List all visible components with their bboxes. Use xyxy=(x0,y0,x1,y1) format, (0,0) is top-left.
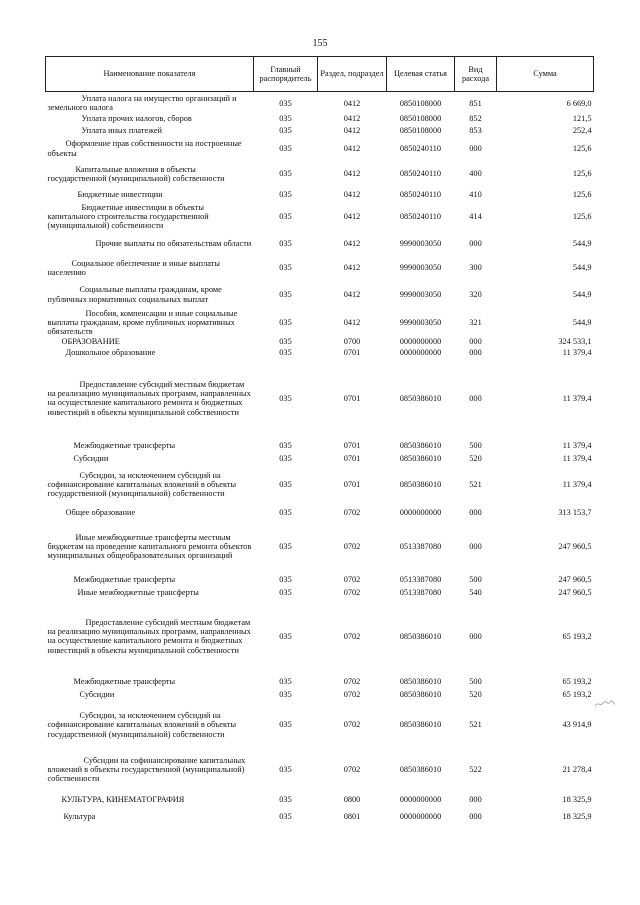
row-sum-cell: 313 153,7 xyxy=(558,507,592,517)
row-name-cell xyxy=(46,232,254,256)
row-name: Предоставление субсидий местным бюджетам на реализацию муниципальных программ, направленных на осуществление капитального ремонта и бюджетных инвестиций в объекты муниципальной собственности xyxy=(47,379,251,417)
row-kind-cell: 400 xyxy=(469,169,482,179)
row-name-cell xyxy=(46,336,254,346)
row-sum-cell: 247 960,5 xyxy=(558,574,592,584)
row-name: Уплата иных платежей xyxy=(81,125,162,135)
row-target-cell: 0000000000 xyxy=(399,347,442,357)
table-row xyxy=(46,358,594,438)
table-row xyxy=(46,520,594,572)
row-name: ОБРАЗОВАНИЕ xyxy=(61,336,120,346)
table-row xyxy=(46,256,594,281)
row-chief-cell: 035 xyxy=(279,574,292,584)
row-chief-cell: 035 xyxy=(279,113,292,123)
table-row xyxy=(46,137,594,161)
row-name-cell xyxy=(46,789,254,809)
header-kind: Вид расхода xyxy=(455,57,497,92)
table-row xyxy=(46,452,594,464)
row-name: Межбюджетные трансферты xyxy=(73,676,176,686)
row-kind-cell: 410 xyxy=(469,189,482,199)
row-section-cell: 0702 xyxy=(343,676,361,686)
row-name: Уплата налога на имущество организаций и земельного налога xyxy=(47,94,237,113)
row-name-cell xyxy=(46,358,254,438)
row-kind-cell: 000 xyxy=(469,794,482,804)
row-name-cell xyxy=(46,161,254,188)
row-chief-cell: 035 xyxy=(279,211,292,221)
row-target-cell: 9990003050 xyxy=(399,289,442,299)
row-name-cell xyxy=(46,674,254,688)
table-row xyxy=(46,598,594,674)
row-sum-cell: 324 533,1 xyxy=(558,336,592,346)
row-kind-cell: 000 xyxy=(469,631,482,641)
row-kind-cell: 000 xyxy=(469,143,482,153)
row-name-cell xyxy=(46,137,254,161)
margin-handwritten-mark xyxy=(594,700,616,710)
row-section-cell: 0702 xyxy=(343,631,361,641)
row-kind-cell: 853 xyxy=(469,125,482,135)
row-sum-cell: 544,9 xyxy=(572,263,592,273)
row-sum-cell: 18 325,9 xyxy=(562,794,592,804)
row-chief-cell: 035 xyxy=(279,289,292,299)
row-chief-cell: 035 xyxy=(279,336,292,346)
row-name-cell xyxy=(46,202,254,232)
row-chief-cell: 035 xyxy=(279,125,292,135)
row-name: Межбюджетные трансферты xyxy=(73,574,176,584)
row-name-cell xyxy=(46,504,254,520)
row-chief-cell: 035 xyxy=(279,811,292,821)
row-target-cell: 0513387080 xyxy=(399,541,442,551)
row-name-cell xyxy=(46,125,254,137)
row-name: Субсидии, за исключением субсидий на софинансирование капитальных вложений в объекты государственной (муниципальной) собственности xyxy=(47,470,237,499)
table-row xyxy=(46,438,594,452)
table-header-row xyxy=(46,57,594,92)
row-section-cell: 0701 xyxy=(343,453,361,463)
row-name-cell xyxy=(46,464,254,504)
row-kind-cell: 852 xyxy=(469,113,482,123)
row-name-cell xyxy=(46,572,254,586)
row-name: Иные межбюджетные трансферты xyxy=(77,587,199,597)
row-name: Бюджетные инвестиции xyxy=(77,189,163,199)
row-section-cell: 0702 xyxy=(343,720,361,730)
row-chief-cell: 035 xyxy=(279,689,292,699)
row-section-cell: 0701 xyxy=(343,479,361,489)
header-name: Наименование показателя xyxy=(46,57,254,92)
row-name-cell xyxy=(46,281,254,309)
row-name-cell xyxy=(46,520,254,572)
row-section-cell: 0702 xyxy=(343,574,361,584)
table-row xyxy=(46,309,594,337)
row-section-cell: 0701 xyxy=(343,440,361,450)
row-name: Субсидии xyxy=(79,689,115,699)
row-name: КУЛЬТУРА, КИНЕМАТОГРАФИЯ xyxy=(61,794,185,804)
row-target-cell: 0850386010 xyxy=(399,764,442,774)
row-target-cell: 0850386010 xyxy=(399,720,442,730)
row-sum-cell: 11 379,4 xyxy=(562,440,592,450)
row-chief-cell: 035 xyxy=(279,507,292,517)
table-row xyxy=(46,586,594,598)
row-chief-cell: 035 xyxy=(279,541,292,551)
row-target-cell: 9990003050 xyxy=(399,317,442,327)
row-name-cell xyxy=(46,256,254,281)
row-kind-cell: 320 xyxy=(469,289,482,299)
row-section-cell: 0702 xyxy=(343,507,361,517)
row-kind-cell: 414 xyxy=(469,211,482,221)
row-section-cell: 0412 xyxy=(343,289,361,299)
table-row xyxy=(46,202,594,232)
row-kind-cell: 851 xyxy=(469,98,482,108)
row-name-cell xyxy=(46,92,254,113)
row-target-cell: 0850386010 xyxy=(399,676,442,686)
row-section-cell: 0700 xyxy=(343,336,361,346)
row-name: Предоставление субсидий местным бюджетам на реализацию муниципальных программ, направленных на осуществление капитального ремонта и бюджетных инвестиций в объекты муниципальной собственности xyxy=(47,617,251,655)
row-name: Оформление прав собственности на построенные объекты xyxy=(47,139,242,158)
row-name: Субсидии, за исключением субсидий на софинансирование капитальных вложений в объекты государственной (муниципальной) собственности xyxy=(47,711,237,739)
row-section-cell: 0412 xyxy=(343,189,361,199)
row-kind-cell: 000 xyxy=(469,347,482,357)
row-section-cell: 0702 xyxy=(343,764,361,774)
row-name-cell xyxy=(46,438,254,452)
row-target-cell: 0850386010 xyxy=(399,440,442,450)
row-name: Субсидии xyxy=(73,453,109,463)
row-sum-cell: 18 325,9 xyxy=(562,811,592,821)
row-name-cell xyxy=(46,346,254,358)
row-section-cell: 0412 xyxy=(343,169,361,179)
header-target: Целевая статья xyxy=(387,57,455,92)
row-sum-cell: 121,5 xyxy=(572,113,592,123)
row-chief-cell: 035 xyxy=(279,631,292,641)
row-kind-cell: 521 xyxy=(469,720,482,730)
row-target-cell: 0850240110 xyxy=(399,211,442,221)
row-sum-cell: 125,6 xyxy=(572,143,592,153)
row-chief-cell: 035 xyxy=(279,317,292,327)
row-section-cell: 0412 xyxy=(343,125,361,135)
row-target-cell: 0850386010 xyxy=(399,631,442,641)
row-section-cell: 0412 xyxy=(343,211,361,221)
row-name-cell xyxy=(46,688,254,700)
row-target-cell: 0850386010 xyxy=(399,689,442,699)
row-section-cell: 0701 xyxy=(343,347,361,357)
table-row xyxy=(46,188,594,202)
row-sum-cell: 65 193,2 xyxy=(562,689,592,699)
row-name: Бюджетные инвестиции в объекты капитального строительства государственной (муниципальной) собственности xyxy=(47,202,209,231)
table-row xyxy=(46,749,594,789)
row-sum-cell: 65 193,2 xyxy=(562,676,592,686)
row-chief-cell: 035 xyxy=(279,263,292,273)
row-name-cell xyxy=(46,309,254,337)
row-sum-cell: 544,9 xyxy=(572,238,592,248)
table-row xyxy=(46,700,594,749)
row-chief-cell: 035 xyxy=(279,143,292,153)
header-chief: Главный распорядитель xyxy=(254,57,318,92)
row-name: Пособия, компенсации и иные социальные выплаты гражданам, кроме публичных нормативных обязательств xyxy=(47,308,238,337)
row-name: Субсидии на софинансирование капитальных вложений в объекты государственной (муниципальной) собственности xyxy=(47,755,246,784)
table-row xyxy=(46,809,594,823)
row-target-cell: 0000000000 xyxy=(399,336,442,346)
row-target-cell: 0000000000 xyxy=(399,507,442,517)
row-name: Капитальные вложения в объекты государственной (муниципальной) собственности xyxy=(47,164,225,184)
row-name: Культура xyxy=(63,811,96,821)
row-target-cell: 0850108000 xyxy=(399,98,442,108)
row-chief-cell: 035 xyxy=(279,238,292,248)
row-target-cell: 0850240110 xyxy=(399,143,442,153)
row-kind-cell: 000 xyxy=(469,507,482,517)
row-kind-cell: 521 xyxy=(469,479,482,489)
row-kind-cell: 520 xyxy=(469,689,482,699)
row-name-cell xyxy=(46,700,254,749)
row-target-cell: 0513387080 xyxy=(399,574,442,584)
row-name: Общее образование xyxy=(65,507,136,517)
table-row xyxy=(46,336,594,346)
row-sum-cell: 21 278,4 xyxy=(562,764,592,774)
row-chief-cell: 035 xyxy=(279,169,292,179)
row-chief-cell: 035 xyxy=(279,720,292,730)
row-section-cell: 0412 xyxy=(343,113,361,123)
row-target-cell: 0850108000 xyxy=(399,113,442,123)
page-number: 155 xyxy=(312,38,328,49)
row-target-cell: 0513387080 xyxy=(399,587,442,597)
row-kind-cell: 500 xyxy=(469,440,482,450)
row-sum-cell: 11 379,4 xyxy=(562,393,592,403)
row-chief-cell: 035 xyxy=(279,479,292,489)
row-sum-cell: 247 960,5 xyxy=(558,587,592,597)
budget-table xyxy=(45,56,594,823)
row-section-cell: 0412 xyxy=(343,317,361,327)
row-section-cell: 0800 xyxy=(343,794,361,804)
row-kind-cell: 540 xyxy=(469,587,482,597)
table-row xyxy=(46,464,594,504)
row-target-cell: 9990003050 xyxy=(399,238,442,248)
row-target-cell: 0000000000 xyxy=(399,794,442,804)
row-section-cell: 0702 xyxy=(343,587,361,597)
row-sum-cell: 11 379,4 xyxy=(562,479,592,489)
row-chief-cell: 035 xyxy=(279,587,292,597)
row-name: Уплата прочих налогов, сборов xyxy=(81,113,192,123)
table-row xyxy=(46,281,594,309)
row-chief-cell: 035 xyxy=(279,453,292,463)
row-kind-cell: 000 xyxy=(469,238,482,248)
row-target-cell: 0850386010 xyxy=(399,479,442,489)
row-name: Прочие выплаты по обязательствам области xyxy=(95,238,252,248)
row-chief-cell: 035 xyxy=(279,98,292,108)
row-target-cell: 0000000000 xyxy=(399,811,442,821)
row-name-cell xyxy=(46,188,254,202)
table-row xyxy=(46,232,594,256)
row-name-cell xyxy=(46,749,254,789)
row-name-cell xyxy=(46,809,254,823)
row-kind-cell: 000 xyxy=(469,811,482,821)
row-kind-cell: 000 xyxy=(469,393,482,403)
row-name: Социальные выплаты гражданам, кроме публичных нормативных социальных выплат xyxy=(47,285,222,304)
row-section-cell: 0702 xyxy=(343,541,361,551)
row-section-cell: 0702 xyxy=(343,689,361,699)
row-kind-cell: 500 xyxy=(469,676,482,686)
row-kind-cell: 522 xyxy=(469,764,482,774)
header-section: Раздел, подраздел xyxy=(318,57,387,92)
table-row xyxy=(46,688,594,700)
row-name: Дошкольное образование xyxy=(65,347,156,357)
row-section-cell: 0412 xyxy=(343,143,361,153)
header-sum: Сумма xyxy=(497,57,594,92)
row-kind-cell: 300 xyxy=(469,263,482,273)
row-kind-cell: 000 xyxy=(469,541,482,551)
table-row xyxy=(46,125,594,137)
row-sum-cell: 65 193,2 xyxy=(562,631,592,641)
row-target-cell: 0850240110 xyxy=(399,189,442,199)
row-sum-cell: 247 960,5 xyxy=(558,541,592,551)
row-name: Социальное обеспечение и иные выплаты населению xyxy=(47,258,220,278)
row-kind-cell: 500 xyxy=(469,574,482,584)
row-name: Межбюджетные трансферты xyxy=(73,440,176,450)
row-chief-cell: 035 xyxy=(279,676,292,686)
row-chief-cell: 035 xyxy=(279,189,292,199)
row-section-cell: 0701 xyxy=(343,393,361,403)
row-sum-cell: 544,9 xyxy=(572,317,592,327)
row-chief-cell: 035 xyxy=(279,347,292,357)
table-row xyxy=(46,674,594,688)
table-body xyxy=(46,92,594,824)
row-chief-cell: 035 xyxy=(279,440,292,450)
row-sum-cell: 43 914,9 xyxy=(562,720,592,730)
row-section-cell: 0412 xyxy=(343,263,361,273)
row-target-cell: 0850386010 xyxy=(399,393,442,403)
row-kind-cell: 321 xyxy=(469,317,482,327)
row-section-cell: 0801 xyxy=(343,811,361,821)
table-row xyxy=(46,113,594,125)
row-kind-cell: 520 xyxy=(469,453,482,463)
row-name-cell xyxy=(46,452,254,464)
row-sum-cell: 544,9 xyxy=(572,289,592,299)
table-row xyxy=(46,92,594,113)
row-section-cell: 0412 xyxy=(343,98,361,108)
row-sum-cell: 252,4 xyxy=(572,125,592,135)
row-sum-cell: 11 379,4 xyxy=(562,347,592,357)
table-row xyxy=(46,789,594,809)
row-name-cell xyxy=(46,113,254,125)
row-chief-cell: 035 xyxy=(279,393,292,403)
table-row xyxy=(46,504,594,520)
row-chief-cell: 035 xyxy=(279,794,292,804)
row-name: Иные межбюджетные трансферты местным бюджетам на проведение капитального ремонта объектов муниципальных общеобразовательных организаций xyxy=(47,532,252,561)
table-row xyxy=(46,346,594,358)
row-sum-cell: 125,6 xyxy=(572,189,592,199)
row-name-cell xyxy=(46,586,254,598)
row-target-cell: 0850240110 xyxy=(399,169,442,179)
row-sum-cell: 6 669,0 xyxy=(566,98,592,108)
row-name-cell xyxy=(46,598,254,674)
table-row xyxy=(46,572,594,586)
row-target-cell: 0850386010 xyxy=(399,453,442,463)
row-sum-cell: 125,6 xyxy=(572,211,592,221)
row-target-cell: 0850108000 xyxy=(399,125,442,135)
row-section-cell: 0412 xyxy=(343,238,361,248)
row-sum-cell: 11 379,4 xyxy=(562,453,592,463)
table-row xyxy=(46,161,594,188)
row-kind-cell: 000 xyxy=(469,336,482,346)
row-chief-cell: 035 xyxy=(279,764,292,774)
row-target-cell: 9990003050 xyxy=(399,263,442,273)
row-sum-cell: 125,6 xyxy=(572,169,592,179)
